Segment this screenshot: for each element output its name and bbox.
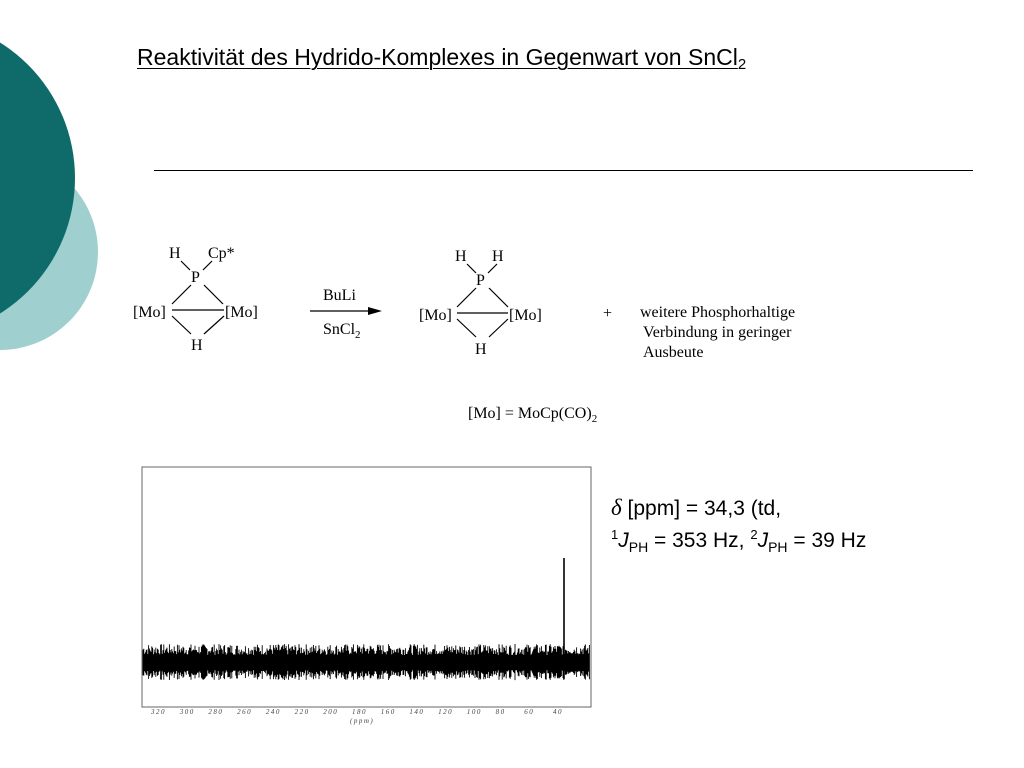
- product-h-top-right: H: [492, 248, 504, 265]
- spectrum-tick-label: 100: [466, 708, 482, 716]
- spectrum-tick-label: 160: [380, 708, 396, 716]
- nmr-spectrum: [140, 466, 595, 731]
- reactant-cp-star: Cp*: [208, 245, 235, 262]
- spectrum-axis-unit: (ppm): [350, 717, 375, 725]
- plus-sign: +: [603, 305, 613, 322]
- reaction-scheme: [0, 230, 1024, 430]
- reactant-h-top: H: [169, 245, 181, 262]
- product-p: P: [476, 272, 485, 289]
- reactant-h-bottom: H: [191, 337, 203, 354]
- mo-definition: $[Mo] = MoCp(CO)_2$: [468, 405, 598, 425]
- byproduct-line-2: Verbindung in geringer: [643, 324, 792, 341]
- product-h-top-left: H: [455, 248, 467, 265]
- reagent-bulil: BuLi: [323, 287, 356, 304]
- spectrum-tick-label: 300: [179, 708, 195, 716]
- product-mo-left: [Mo]: [419, 307, 452, 324]
- nmr-data: [611, 492, 866, 557]
- reactant-p: P: [191, 269, 200, 286]
- reactant-structure: [133, 245, 258, 354]
- slide-title-subscript: 2: [737, 56, 747, 73]
- spectrum-tick-label: 140: [409, 708, 425, 716]
- byproduct-line-3: Ausbeute: [643, 344, 704, 361]
- nmr-line-2: $^1J_{PH} = 353$ Hz, $^2J_{PH} = 39$ Hz: [611, 527, 867, 555]
- reactant-mo-left: [Mo]: [133, 304, 166, 321]
- spectrum-tick-label: 320: [151, 708, 166, 716]
- spectrum-tick-label: 220: [294, 708, 310, 716]
- byproduct-line-1: weitere Phosphorhaltige: [640, 304, 796, 321]
- title-divider: [154, 170, 973, 171]
- spectrum-noise: [143, 644, 589, 680]
- product-structure: [419, 248, 542, 358]
- spectrum-tick-label: 200: [323, 708, 339, 716]
- reagent-sncl2: SnCl$_2$: [323, 321, 361, 341]
- spectrum-tick-label: 280: [208, 708, 224, 716]
- spectrum-tick-label: 260: [237, 708, 253, 716]
- nmr-line-1: [611, 492, 866, 525]
- spectrum-tick-label: 60: [524, 708, 535, 716]
- spectrum-tick-label: 40: [553, 708, 563, 716]
- reactant-mo-right: [Mo]: [225, 304, 258, 321]
- slide-title: [137, 44, 746, 71]
- spectrum-tick-label: 80: [495, 708, 506, 716]
- reaction-arrow: [310, 287, 382, 341]
- spectrum-tick-label: 240: [265, 708, 281, 716]
- spectrum-axis-ticks: [150, 708, 563, 716]
- delta-symbol: δ: [611, 495, 622, 520]
- slide-title-text: Reaktivität des Hydrido-Komplexes in Gegenwart von SnCl: [137, 44, 738, 70]
- product-h-bottom: H: [475, 341, 487, 358]
- spectrum-tick-label: 120: [438, 708, 454, 716]
- spectrum-tick-label: 180: [352, 708, 367, 716]
- product-mo-right: [Mo]: [509, 307, 542, 324]
- nmr-shift-text: [ppm] = 34,3 (td,: [627, 497, 782, 520]
